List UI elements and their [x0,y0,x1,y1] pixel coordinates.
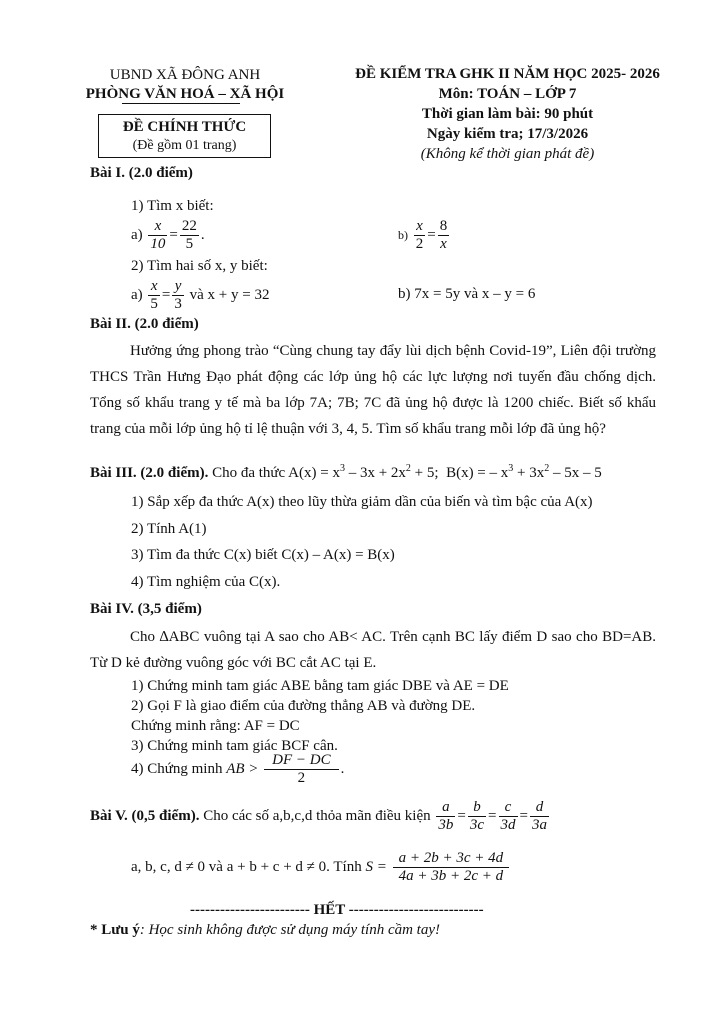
bai5-text: Cho các số a,b,c,d thỏa mãn điều kiện [203,807,431,824]
exam-subject: Môn: TOÁN – LỚP 7 [438,86,577,102]
q2a-frac-right: $\frac{y}{3}$ [174,278,182,312]
department-underline [122,103,240,104]
item4-lhs: AB > [226,760,259,777]
item4-fraction: $\frac{DF - DC}{2}$ [264,752,338,787]
bai4-item-2: 2) Gọi F là giao điểm của đường thẳng AB và đường DE. [131,698,476,714]
bai3-title: Bài III. (2.0 điểm). [90,465,209,481]
official-pages: (Đề gồm 01 trang) [132,138,237,153]
bai5-condition [131,850,511,885]
s-symbol: S = [365,858,387,875]
q1b-frac-left: $\frac{x}{2}$ [415,218,424,252]
bai1-q2a: a) $\frac{x}{5}$ = $\frac{y}{3}$ và x + y = 32 [131,278,270,312]
bai4-item-1: 1) Chứng minh tam giác ABE bằng tam giác DBE và AE = DE [131,678,509,694]
polynomial-b: B(x) = – $x^3 + 3x^2 - 5x - 5$ [446,463,602,481]
bai4-item-3: 3) Chứng minh tam giác BCF cân. [131,738,338,754]
q2a-label: a) [131,286,143,303]
end-marker: ------------------------ HẾT --------------------------- [190,902,484,918]
bai1-q1: 1) Tìm x biết: [131,198,214,214]
exam-duration: Thời gian làm bài: 90 phút [421,106,594,122]
bai3-item-4: 4) Tìm nghiệm của C(x). [131,574,281,590]
ratio-b: $\frac{b}{3c}$ [469,799,485,833]
q1a-frac-left: $\frac{x}{10}$ [150,218,166,252]
footer-note-text: : Học sinh không được sử dụng máy tính cầm tay! [139,922,441,938]
bai3-item-3: 3) Tìm đa thức C(x) biết C(x) – A(x) = B(x) [131,547,395,563]
q1a-frac-right: $\frac{22}{5}$ [181,218,197,252]
item4-prefix: 4) Chứng minh [131,760,223,777]
department-name: PHÒNG VĂN HOÁ – XÃ HỘI [85,86,285,102]
bai3-header [90,462,670,484]
bai3-item-2: 2) Tính A(1) [131,521,207,537]
q2a-frac-left: $\frac{x}{5}$ [150,278,158,312]
bai1-title: Bài I. (2.0 điểm) [90,165,193,181]
bai2-title: Bài II. (2.0 điểm) [90,316,199,332]
s-fraction: $\frac{a + 2b + 3c + 4d}{4a + 3b + 2c + d}$ [393,850,510,885]
q1b-frac-right: $\frac{8}{x}$ [439,218,448,252]
org-name: UBND XÃ ĐÔNG ANH [109,67,261,83]
bai4-text: Cho ∆ABC vuông tại A sao cho AB< AC. Trên cạnh BC lấy điểm D sao cho BD=AB. Từ D kẻ đường vuông góc với BC cắt AC tại E. [90,629,656,671]
q1b-label: b) [398,227,408,242]
ratio-c: $\frac{c}{3d}$ [500,799,516,833]
bai4-items [131,676,509,756]
bai1-q2b: b) 7x = 5y và x – y = 6 [398,286,536,302]
bai3-item-1: 1) Sắp xếp đa thức A(x) theo lũy thừa giảm dần của biến và tìm bậc của A(x) [131,494,593,510]
bai5-title: Bài V. (0,5 điểm). [90,807,200,824]
exam-date: Ngày kiểm tra; 17/3/2026 [426,126,589,142]
official-title: ĐỀ CHÍNH THỨC [122,119,247,135]
bai3-intro: Cho đa thức [212,465,286,481]
bai1-q1a: a) $\frac{x}{10}$ = $\frac{22}{5}$ . [131,218,205,252]
q2a-condition: và x + y = 32 [189,286,270,303]
q1a-label: a) [131,226,143,243]
footer-note-label: * Lưu ý [90,922,140,938]
ratio-a: $\frac{a}{3b}$ [438,799,454,833]
ratio-d: $\frac{d}{3a}$ [531,799,547,833]
footer-note [90,922,440,939]
bai1-q2: 2) Tìm hai số x, y biết: [131,258,268,274]
exam-note: (Không kể thời gian phát đề) [420,146,595,162]
bai1-q1b: b) $\frac{x}{2}$ = $\frac{8}{x}$ [398,218,448,252]
header-left [70,66,300,104]
bai5-header: Bài V. (0,5 điểm). Cho các số a,b,c,d thỏa mãn điều kiện $\frac{a}{3b}$ = $\frac{b}{3c}$ = $\frac{c}{3d}$ = $\frac{d}{3a}$ [90,799,547,833]
official-exam-box [98,114,271,158]
bai2-text: Hưởng ứng phong trào “Cùng chung tay đẩy lùi dịch bệnh Covid-19”, Liên đội trường THCS Trần Hưng Đạo phát động các lớp ủng hộ các lực lượng nơi tuyến đầu chống dịch. Tổng số khẩu trang y tế mà ba lớp 7A; 7B; 7C đã ủng hộ được là 1200 chiếc. Biết số khẩu trang của mỗi lớp ủng hộ tỉ lệ thuận với 3, 4, 5. Tìm số khẩu trang mỗi lớp đã ủng hộ? [90,343,656,437]
bai4-item-2b: Chứng minh rằng: AF = DC [131,718,300,734]
bai5-condition-text: a, b, c, d ≠ 0 và a + b + c + d ≠ 0. Tính [131,858,362,875]
bai4-title: Bài IV. (3,5 điểm) [90,601,202,617]
exam-title: ĐỀ KIỂM TRA GHK II NĂM HỌC 2025- 2026 [355,66,660,82]
bai4-item-4: 4) Chứng minh AB > $\frac{DF - DC}{2}$ . [131,752,345,786]
header-right [330,64,685,164]
polynomial-a: $A(x) = x^3 - 3x + 2x^2 + 5$; [288,463,439,481]
